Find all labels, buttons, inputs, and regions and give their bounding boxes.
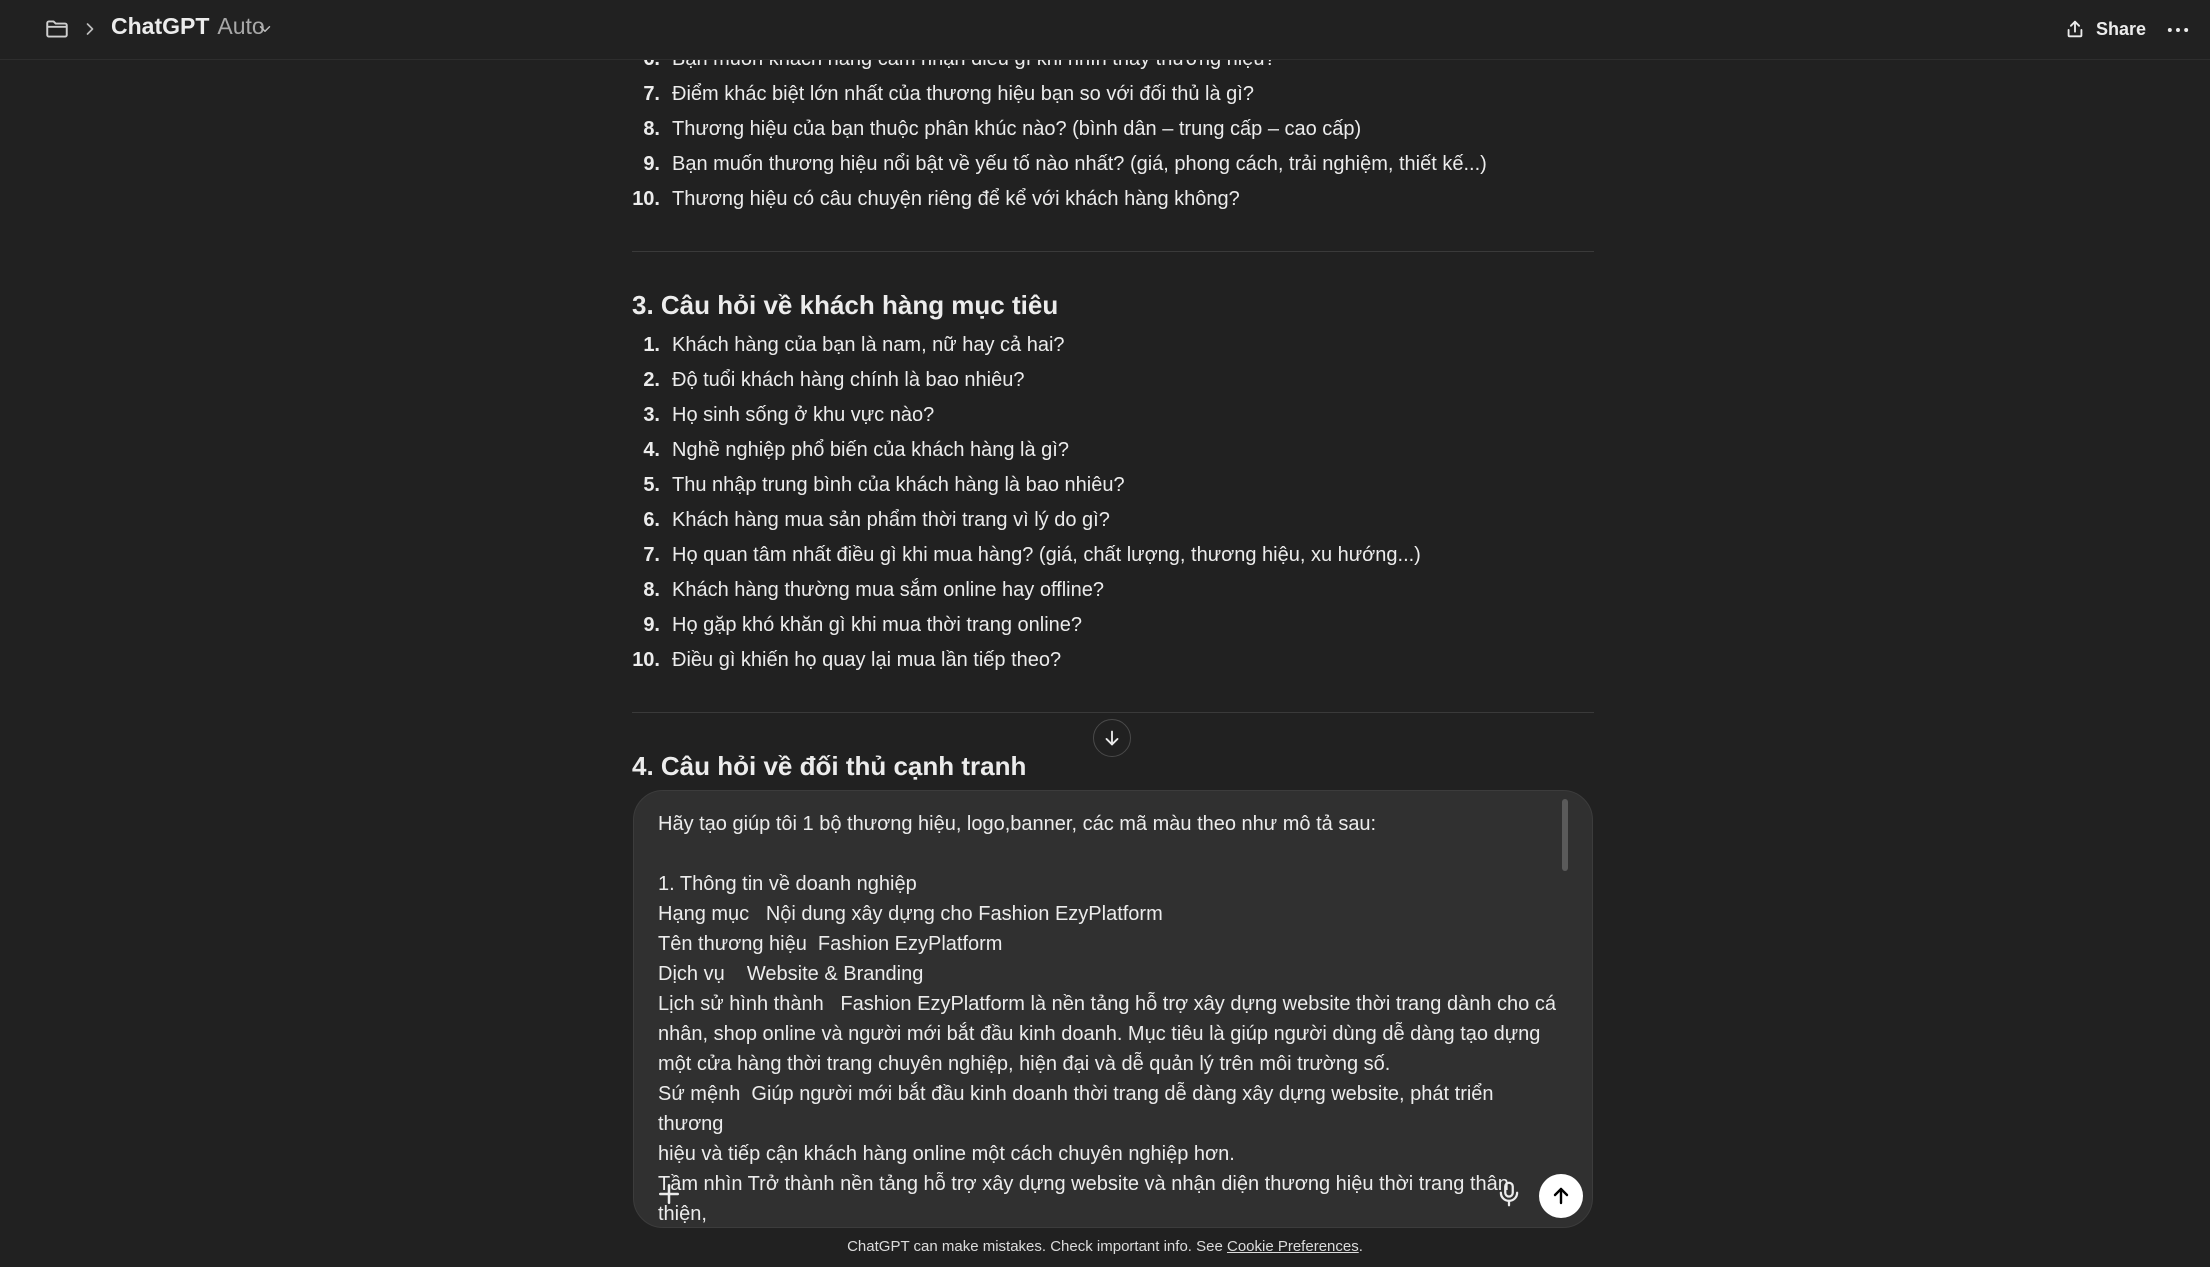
chevron-right-icon [80,19,100,39]
chat-content [632,0,1594,790]
list-item: 10. Điều gì khiến họ quay lại mua lần tiếp theo? [632,649,1062,671]
app-title: ChatGPT [111,13,210,39]
composer-scrollbar[interactable] [1562,799,1568,871]
list-item: 3. Họ sinh sống ở khu vực nào? [643,404,935,426]
list-item: 8. Thương hiệu của bạn thuộc phân khúc nào? (bình dân – trung cấp – cao cấp) [643,118,1362,140]
share-label: Share [2096,18,2147,39]
more-icon[interactable] [2164,16,2192,44]
section4-heading: 4. Câu hỏi về đối thủ cạnh tranh [632,751,1027,781]
section-divider [632,712,1594,713]
section3-heading: 3. Câu hỏi về khách hàng mục tiêu [632,290,1059,320]
disclaimer: ChatGPT can make mistakes. Check important info. See Cookie Preferences. [847,1238,1363,1255]
section2-list [632,42,1487,217]
cookie-preferences-link[interactable]: Cookie Preferences [1226,1238,1359,1255]
share-button[interactable] [2060,12,2150,46]
prompt-textarea[interactable]: Hãy tạo giúp tôi 1 bộ thương hiệu, logo,banner, các mã màu theo như mô tả sau: 1. Thông tin về doanh nghiệp Hạng mục Nội dung xây dựng cho Fashion EzyPlatform Tên thương hiệu Fashion EzyPlatform Dịch vụ Website & Branding Lịch sử hình thành Fashion EzyPlatform là nền tảng hỗ trợ xây dựng website thời trang dành cho cá nhân, shop online và người mới bắt đầu kinh doanh. Mục tiêu là giúp người dùng dễ dàng tạo dựng một cửa hàng thời trang chuyên nghiệp, hiện đại và dễ quản lý trên môi trường số. Sứ mệnh Giúp người mới bắt đầu kinh doanh thời trang dễ dàng xây dựng website, phát triển thương hiệu và tiếp cận khách hàng online một cách chuyên nghiệp hơn. Tầm nhìn Trở thành nền tảng hỗ trợ xây dựng website và nhận diện thương hiệu thời trang thân thiện, [658,813,1556,1225]
list-item: 1. Khách hàng của bạn là nam, nữ hay cả hai? [643,334,1065,356]
section-divider [632,251,1594,252]
share-icon [2064,18,2086,40]
chevron-down-icon[interactable] [256,20,274,38]
list-item: 9. Bạn muốn thương hiệu nổi bật về yếu tố nào nhất? (giá, phong cách, trải nghiệm, thiết kế...) [643,153,1487,175]
arrow-down-icon [1101,727,1123,749]
plus-icon[interactable] [654,1179,684,1209]
section3-list [632,328,1421,678]
folder-icon[interactable] [44,16,70,42]
top-bar [0,0,2210,60]
list-item: 6. Khách hàng mua sản phẩm thời trang vì lý do gì? [643,509,1110,531]
model-selector[interactable] [111,13,265,40]
list-item: 2. Độ tuổi khách hàng chính là bao nhiêu? [643,369,1025,391]
arrow-up-icon [1549,1184,1573,1208]
list-item: 4. Nghề nghiệp phổ biến của khách hàng là gì? [643,439,1069,461]
scroll-down-button[interactable] [1093,719,1131,757]
list-item: 5. Thu nhập trung bình của khách hàng là bao nhiêu? [643,474,1125,496]
mic-icon[interactable] [1494,1179,1524,1209]
list-item: 7. Họ quan tâm nhất điều gì khi mua hàng? (giá, chất lượng, thương hiệu, xu hướng...) [643,544,1421,566]
list-item: 7. Điểm khác biệt lớn nhất của thương hiệu bạn so với đối thủ là gì? [643,83,1254,105]
message-composer [633,790,1593,1228]
list-item: 10. Thương hiệu có câu chuyện riêng để kể với khách hàng không? [632,188,1240,210]
send-button[interactable] [1539,1174,1583,1218]
model-name: Auto [217,13,265,39]
list-item: 8. Khách hàng thường mua sắm online hay offline? [643,579,1104,601]
list-item: 9. Họ gặp khó khăn gì khi mua thời trang online? [643,614,1083,636]
